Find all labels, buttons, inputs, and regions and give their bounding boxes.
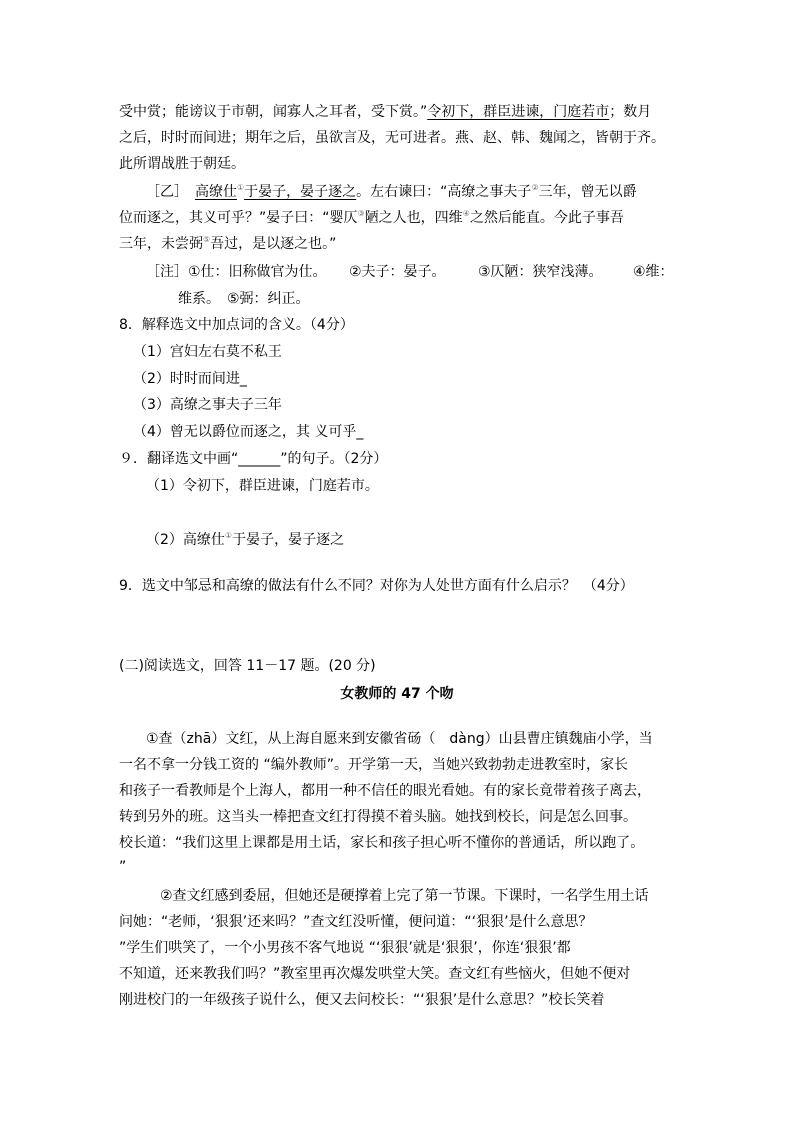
article-title: 女教师的 47 个吻	[340, 686, 454, 702]
note-item: ④维：	[633, 264, 674, 280]
question-9b: 9．选文中邹忌和高缭的做法有什么不同？对你为人处世方面有什么启示？ （4分）	[119, 578, 634, 594]
paragraph-1-line: ”	[119, 859, 127, 875]
paragraph-2-line: ”学生们哄笑了，一个小男孩不客气地说 “‘狠狠’就是‘狠狠’，你连‘狠狠’都	[119, 940, 571, 956]
question-8-item: （1）宫妇左右莫不私王	[133, 344, 282, 360]
question-9-title: ９．翻译选文中画“______”的句子。（2分）	[119, 451, 388, 467]
paragraph-2-line: 刚进校门的一年级孩子说什么，便又去问校长：“‘狠狠’是什么意思？”校长笑着	[119, 992, 605, 1008]
notes-line: ［注］①仕：旧称做官为仕。	[146, 264, 327, 280]
paragraph-1-line: 转到另外的班。这当头一棒把查文红打得摸不着头脑。她找到校长，问是怎么回事。	[119, 809, 637, 825]
question-8-item: （3）高缭之事夫子三年	[133, 397, 282, 413]
question-9-item: （1）令初下，群臣进谏，门庭若市。	[146, 478, 379, 494]
passage-yi-line: ［乙］ 高缭仕①于晏子，晏子逐之。左右谏曰：“高缭之事夫子②三年，曾无以爵	[146, 183, 637, 200]
question-8-item: （2）时时而间进_	[133, 371, 247, 387]
notes-line: 维系。 ⑤弼：纠正。	[178, 291, 310, 307]
question-8-title: 8．解释选文中加点词的含义。（4分）	[119, 317, 354, 333]
passage-line: 之后，时时而间进；期年之后，虽欲言及，无可进者。燕、赵、韩、魏闻之，皆朝于齐。	[119, 130, 665, 146]
paragraph-2-line: 不知道，还来教我们吗？”教室里再次爆发哄堂大笑。查文红有些恼火，但她不便对	[119, 966, 631, 982]
paragraph-1-line: 校长道：“我们这里上课都是用土话，家长和孩子担心听不懂你的普通话，所以跑了。	[119, 835, 645, 851]
paragraph-1-line: ①查（zhā）文红，从上海自愿来到安徽省砀（ dàng）山县曹庄镇魏庙小学，当	[146, 731, 653, 747]
passage-yi-line: 三年，未尝弼⑤吾过，是以逐之也。”	[119, 235, 337, 252]
passage-line: 此所谓战胜于朝廷。	[119, 156, 245, 172]
underlined-sentence: 令初下，群臣进谏，门庭若市	[427, 104, 610, 120]
paragraph-2-line: ②查文红感到委屈，但她还是硬撑着上完了第一节课。下课时，一名学生用土话	[160, 888, 649, 904]
passage-yi-line: 位而逐之，其义可乎？”晏子曰：“婴仄③陋之人也，四维④之然后能直。今此子事吾	[119, 209, 624, 226]
note-item: ③仄陋：狭窄浅薄。	[478, 264, 603, 280]
question-8-item: （4）曾无以爵位而逐之，其 义可乎_	[133, 424, 364, 440]
note-item: ②夫子：晏子。	[349, 264, 446, 280]
section-heading: (二)阅读选文，回答 11－17 题。(20 分)	[119, 658, 376, 674]
question-9-item: （2）高缭仕①于晏子，晏子逐之	[146, 531, 345, 548]
passage-line: 受中赏；能谤议于市朝，闻寡人之耳者，受下赏。”令初下，群臣进谏，门庭若市；数月	[119, 104, 652, 120]
paragraph-1-line: 和孩子一看教师是个上海人，都用一种不信任的眼光看她。有的家长竟带着孩子离去，	[119, 783, 651, 799]
paragraph-2-line: 问她：“老师，‘狠狠’还来吗？”查文红没听懂，便问道：“‘狠狠’是什么意思？	[119, 914, 593, 930]
paragraph-1-line: 一名不拿一分钱工资的 “编外教师”。开学第一天，当她兴致勃勃走进教室时，家长	[119, 757, 628, 773]
